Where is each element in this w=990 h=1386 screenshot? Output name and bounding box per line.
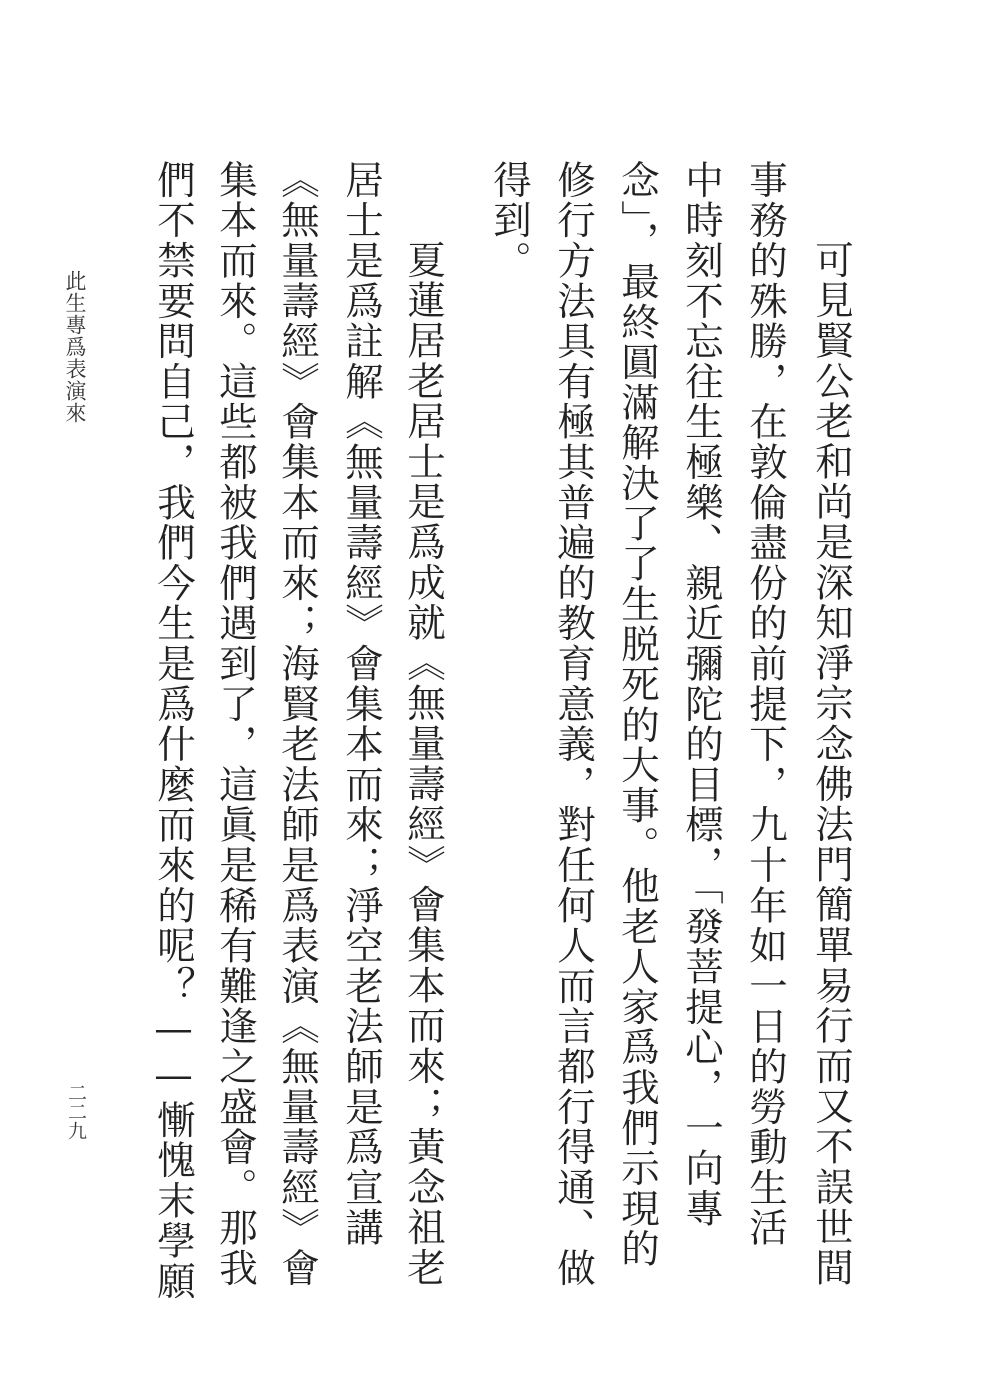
body-column-1: 可見賢公老和尚是深知淨宗念佛法門簡單易行而又不誤世間 <box>809 240 854 1288</box>
body-column-10: 集本而來。這些都被我們遇到了，這眞是稀有難逢之盛會。那我 <box>213 160 258 1289</box>
page-number: 二二九 <box>65 1083 87 1140</box>
body-column-11: 們不禁要問自己，我們今生是爲什麼而來的呢？——慚愧末學願 <box>151 160 196 1302</box>
body-column-8: 居士是爲註解《無量壽經》會集本而來；淨空老法師是爲宣講 <box>339 160 384 1249</box>
running-title: 此生專爲表演來 <box>63 270 87 424</box>
body-column-9: 《無量壽經》會集本而來；海賢老法師是爲表演《無量壽經》會 <box>275 160 320 1289</box>
body-column-4: 念」，最終圓滿解決了了生脱死的大事。他老人家爲我們示現的 <box>615 160 660 1270</box>
body-column-6: 得到。 <box>487 160 532 281</box>
body-column-2: 事務的殊勝，在敦倫盡份的前提下，九十年如一日的勞動生活 <box>743 160 788 1249</box>
body-column-5: 修行方法具有極其普遍的教育意義，對任何人而言都行得通、做 <box>551 160 596 1289</box>
body-column-3: 中時刻不忘往生極樂、親近彌陀的目標，「發菩提心，一向專 <box>679 160 724 1229</box>
body-column-7: 夏蓮居老居士是爲成就《無量壽經》會集本而來；黃念祖老 <box>401 240 446 1288</box>
